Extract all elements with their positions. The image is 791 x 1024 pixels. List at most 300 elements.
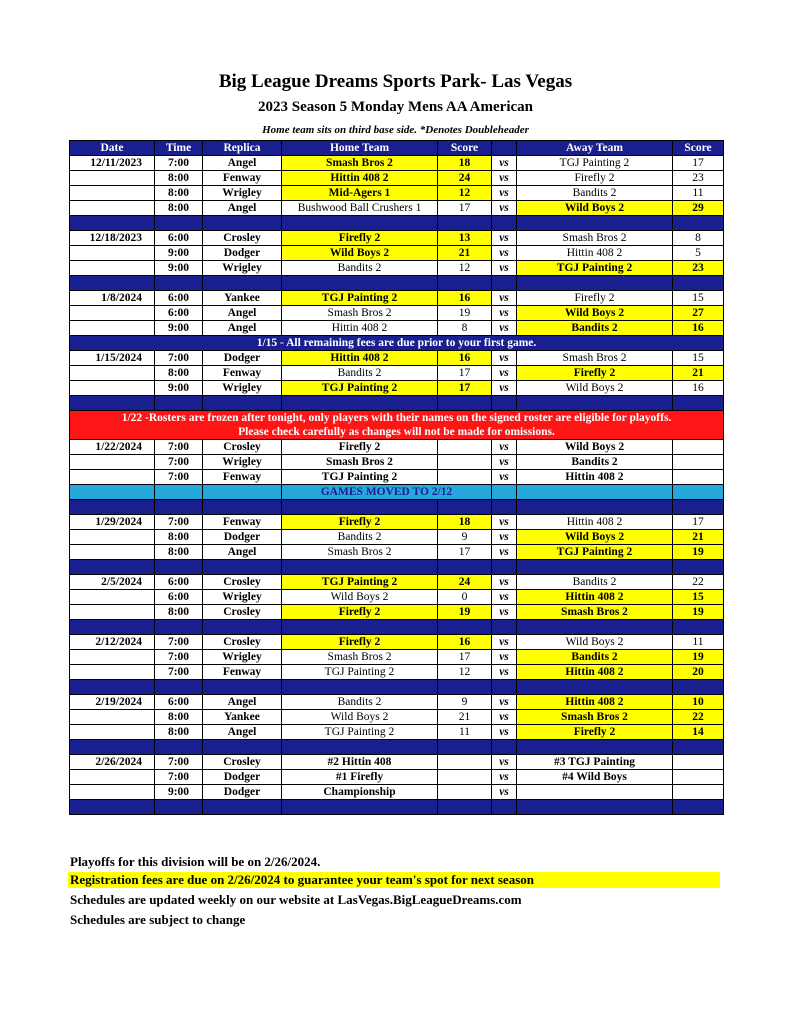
- away-team-cell: #4 Wild Boys: [517, 770, 673, 785]
- games-moved-text: GAMES MOVED TO 2/12: [282, 485, 492, 500]
- game-row: [70, 530, 724, 545]
- vs-cell: vs: [492, 785, 517, 800]
- date-cell: [70, 321, 155, 336]
- away-score-cell: 27: [673, 306, 724, 321]
- home-score-cell: [438, 770, 492, 785]
- time-cell: 7:00: [155, 665, 203, 680]
- home-score-cell: 11: [438, 725, 492, 740]
- separator-cell: [438, 396, 492, 411]
- separator-cell: [155, 740, 203, 755]
- notice-text: 1/15 - All remaining fees are due prior to your first game.: [70, 336, 724, 351]
- game-row: [70, 695, 724, 710]
- separator-row: [70, 500, 724, 515]
- separator-cell: [155, 800, 203, 815]
- home-score-cell: 12: [438, 261, 492, 276]
- home-team-cell: Bushwood Ball Crushers 1: [282, 201, 438, 216]
- separator-cell: [203, 680, 282, 695]
- date-cell: [70, 605, 155, 620]
- date-cell: [70, 201, 155, 216]
- home-score-cell: 19: [438, 306, 492, 321]
- separator-cell: [492, 216, 517, 231]
- game-row: [70, 755, 724, 770]
- home-team-cell: #2 Hittin 408: [282, 755, 438, 770]
- away-team-cell: Firefly 2: [517, 725, 673, 740]
- header-away-score: Score: [673, 141, 724, 156]
- home-team-cell: Championship: [282, 785, 438, 800]
- date-cell: [70, 665, 155, 680]
- time-cell: 7:00: [155, 156, 203, 171]
- home-team-cell: Smash Bros 2: [282, 545, 438, 560]
- vs-cell: vs: [492, 545, 517, 560]
- vs-cell: vs: [492, 725, 517, 740]
- vs-cell: vs: [492, 201, 517, 216]
- away-score-cell: 23: [673, 171, 724, 186]
- away-score-cell: [673, 455, 724, 470]
- separator-cell: [492, 620, 517, 635]
- vs-cell: vs: [492, 515, 517, 530]
- header-date: Date: [70, 141, 155, 156]
- time-cell: 7:00: [155, 515, 203, 530]
- separator-cell: [673, 276, 724, 291]
- away-score-cell: 8: [673, 231, 724, 246]
- away-team-cell: Bandits 2: [517, 321, 673, 336]
- separator-cell: [203, 800, 282, 815]
- replica-cell: Angel: [203, 156, 282, 171]
- separator-cell: [70, 800, 155, 815]
- vs-cell: vs: [492, 156, 517, 171]
- replica-cell: Crosley: [203, 440, 282, 455]
- separator-row: [70, 620, 724, 635]
- separator-cell: [203, 396, 282, 411]
- away-team-cell: TGJ Painting 2: [517, 261, 673, 276]
- replica-cell: Angel: [203, 306, 282, 321]
- away-score-cell: [673, 770, 724, 785]
- home-score-cell: 18: [438, 515, 492, 530]
- blank-cell: [155, 485, 203, 500]
- home-team-cell: Hittin 408 2: [282, 171, 438, 186]
- date-cell: [70, 470, 155, 485]
- home-team-cell: TGJ Painting 2: [282, 725, 438, 740]
- time-cell: 7:00: [155, 635, 203, 650]
- header-replica: Replica: [203, 141, 282, 156]
- away-team-cell: Smash Bros 2: [517, 605, 673, 620]
- vs-cell: vs: [492, 455, 517, 470]
- away-score-cell: 14: [673, 725, 724, 740]
- replica-cell: Fenway: [203, 515, 282, 530]
- separator-cell: [282, 620, 438, 635]
- game-row: [70, 306, 724, 321]
- away-team-cell: Hittin 408 2: [517, 246, 673, 261]
- home-team-cell: TGJ Painting 2: [282, 381, 438, 396]
- game-row: [70, 725, 724, 740]
- game-row: [70, 470, 724, 485]
- away-score-cell: 21: [673, 530, 724, 545]
- home-score-cell: 12: [438, 665, 492, 680]
- time-cell: 9:00: [155, 381, 203, 396]
- home-score-cell: 19: [438, 605, 492, 620]
- away-team-cell: Wild Boys 2: [517, 306, 673, 321]
- home-team-cell: Wild Boys 2: [282, 710, 438, 725]
- away-team-cell: Hittin 408 2: [517, 695, 673, 710]
- separator-cell: [492, 500, 517, 515]
- time-cell: 8:00: [155, 171, 203, 186]
- replica-cell: Crosley: [203, 231, 282, 246]
- vs-cell: vs: [492, 770, 517, 785]
- header-away-team: Away Team: [517, 141, 673, 156]
- vs-cell: vs: [492, 755, 517, 770]
- away-team-cell: Smash Bros 2: [517, 710, 673, 725]
- away-team-cell: TGJ Painting 2: [517, 156, 673, 171]
- home-score-cell: 17: [438, 201, 492, 216]
- vs-cell: vs: [492, 470, 517, 485]
- separator-cell: [492, 560, 517, 575]
- date-cell: [70, 171, 155, 186]
- vs-cell: vs: [492, 291, 517, 306]
- vs-cell: vs: [492, 590, 517, 605]
- time-cell: 9:00: [155, 261, 203, 276]
- home-score-cell: [438, 755, 492, 770]
- table-header-row: [70, 141, 724, 156]
- notice-row: [70, 336, 724, 351]
- separator-cell: [70, 740, 155, 755]
- away-team-cell: Hittin 408 2: [517, 665, 673, 680]
- separator-cell: [438, 620, 492, 635]
- page-title: Big League Dreams Sports Park- Las Vegas: [218, 71, 573, 92]
- home-score-cell: 24: [438, 575, 492, 590]
- vs-cell: vs: [492, 605, 517, 620]
- game-row: [70, 231, 724, 246]
- date-cell: 12/11/2023: [70, 156, 155, 171]
- home-score-cell: 21: [438, 710, 492, 725]
- away-score-cell: 19: [673, 545, 724, 560]
- time-cell: 7:00: [155, 470, 203, 485]
- home-score-cell: 21: [438, 246, 492, 261]
- away-score-cell: 15: [673, 590, 724, 605]
- game-row: [70, 201, 724, 216]
- game-row: [70, 590, 724, 605]
- home-team-cell: TGJ Painting 2: [282, 470, 438, 485]
- separator-cell: [70, 396, 155, 411]
- home-team-cell: TGJ Painting 2: [282, 575, 438, 590]
- separator-cell: [438, 800, 492, 815]
- away-team-cell: Smash Bros 2: [517, 351, 673, 366]
- game-row: [70, 321, 724, 336]
- away-score-cell: 16: [673, 381, 724, 396]
- separator-cell: [282, 560, 438, 575]
- replica-cell: Wrigley: [203, 186, 282, 201]
- game-row: [70, 785, 724, 800]
- date-cell: [70, 590, 155, 605]
- time-cell: 7:00: [155, 650, 203, 665]
- date-cell: [70, 455, 155, 470]
- vs-cell: vs: [492, 710, 517, 725]
- separator-cell: [517, 620, 673, 635]
- game-row: [70, 605, 724, 620]
- date-cell: [70, 710, 155, 725]
- schedule-body: [70, 156, 724, 815]
- notice-line-1: 1/22 -Rosters are frozen after tonight, only players with their names on the signed roster are eligible for playoffs.: [121, 412, 672, 424]
- separator-cell: [155, 680, 203, 695]
- footer-website: Schedules are updated weekly on our website at LasVegas.BigLeagueDreams.com: [70, 892, 522, 907]
- time-cell: 9:00: [155, 785, 203, 800]
- game-row: [70, 261, 724, 276]
- away-score-cell: 15: [673, 291, 724, 306]
- away-score-cell: 17: [673, 156, 724, 171]
- game-row: [70, 186, 724, 201]
- home-team-cell: Smash Bros 2: [282, 650, 438, 665]
- date-cell: 2/26/2024: [70, 755, 155, 770]
- game-row: [70, 171, 724, 186]
- vs-cell: vs: [492, 366, 517, 381]
- date-cell: [70, 306, 155, 321]
- header-note: Home team sits on third base side. *Denotes Doubleheader: [262, 124, 529, 136]
- separator-cell: [673, 620, 724, 635]
- replica-cell: Wrigley: [203, 381, 282, 396]
- blank-cell: [673, 485, 724, 500]
- game-row: [70, 351, 724, 366]
- date-cell: 2/12/2024: [70, 635, 155, 650]
- separator-cell: [492, 276, 517, 291]
- game-row: [70, 156, 724, 171]
- away-team-cell: Wild Boys 2: [517, 381, 673, 396]
- date-cell: [70, 246, 155, 261]
- footer-playoffs: Playoffs for this division will be on 2/26/2024.: [70, 854, 321, 869]
- away-team-cell: Wild Boys 2: [517, 201, 673, 216]
- away-score-cell: 16: [673, 321, 724, 336]
- game-row: [70, 710, 724, 725]
- time-cell: 7:00: [155, 440, 203, 455]
- time-cell: 8:00: [155, 545, 203, 560]
- separator-cell: [517, 740, 673, 755]
- away-team-cell: TGJ Painting 2: [517, 545, 673, 560]
- replica-cell: Crosley: [203, 755, 282, 770]
- home-team-cell: Wild Boys 2: [282, 590, 438, 605]
- home-score-cell: 12: [438, 186, 492, 201]
- home-team-cell: Bandits 2: [282, 530, 438, 545]
- date-cell: 12/18/2023: [70, 231, 155, 246]
- separator-cell: [517, 560, 673, 575]
- separator-cell: [155, 396, 203, 411]
- away-score-cell: [673, 470, 724, 485]
- vs-cell: vs: [492, 650, 517, 665]
- home-team-cell: TGJ Painting 2: [282, 291, 438, 306]
- blank-cell: [203, 485, 282, 500]
- date-cell: [70, 785, 155, 800]
- away-score-cell: [673, 440, 724, 455]
- separator-cell: [438, 560, 492, 575]
- away-team-cell: Hittin 408 2: [517, 515, 673, 530]
- time-cell: 8:00: [155, 186, 203, 201]
- away-score-cell: 22: [673, 575, 724, 590]
- home-team-cell: Smash Bros 2: [282, 306, 438, 321]
- time-cell: 6:00: [155, 231, 203, 246]
- home-score-cell: [438, 440, 492, 455]
- replica-cell: Crosley: [203, 635, 282, 650]
- separator-cell: [203, 276, 282, 291]
- vs-cell: vs: [492, 381, 517, 396]
- replica-cell: Angel: [203, 545, 282, 560]
- separator-cell: [438, 276, 492, 291]
- replica-cell: Wrigley: [203, 455, 282, 470]
- separator-cell: [438, 500, 492, 515]
- separator-cell: [517, 680, 673, 695]
- replica-cell: Dodger: [203, 530, 282, 545]
- game-row: [70, 366, 724, 381]
- vs-cell: vs: [492, 695, 517, 710]
- date-cell: 2/5/2024: [70, 575, 155, 590]
- date-cell: [70, 366, 155, 381]
- separator-cell: [438, 740, 492, 755]
- replica-cell: Yankee: [203, 291, 282, 306]
- home-score-cell: 8: [438, 321, 492, 336]
- separator-cell: [155, 560, 203, 575]
- separator-cell: [492, 396, 517, 411]
- away-score-cell: 19: [673, 605, 724, 620]
- replica-cell: Dodger: [203, 770, 282, 785]
- separator-cell: [517, 500, 673, 515]
- game-row: [70, 515, 724, 530]
- header-home-score: Score: [438, 141, 492, 156]
- away-team-cell: Smash Bros 2: [517, 231, 673, 246]
- date-cell: [70, 530, 155, 545]
- separator-cell: [673, 680, 724, 695]
- separator-cell: [70, 680, 155, 695]
- separator-cell: [203, 500, 282, 515]
- time-cell: 8:00: [155, 725, 203, 740]
- game-row: [70, 455, 724, 470]
- away-score-cell: 29: [673, 201, 724, 216]
- replica-cell: Angel: [203, 725, 282, 740]
- separator-cell: [492, 800, 517, 815]
- away-score-cell: [673, 785, 724, 800]
- separator-cell: [203, 216, 282, 231]
- away-team-cell: #3 TGJ Painting: [517, 755, 673, 770]
- date-cell: 1/29/2024: [70, 515, 155, 530]
- separator-cell: [673, 740, 724, 755]
- date-cell: 1/22/2024: [70, 440, 155, 455]
- time-cell: 8:00: [155, 710, 203, 725]
- home-score-cell: 17: [438, 650, 492, 665]
- footer-registration: Registration fees are due on 2/26/2024 to guarantee your team's spot for next season: [68, 872, 720, 888]
- time-cell: 8:00: [155, 605, 203, 620]
- separator-cell: [155, 500, 203, 515]
- separator-cell: [517, 216, 673, 231]
- schedule-table: [69, 140, 724, 815]
- time-cell: 8:00: [155, 530, 203, 545]
- replica-cell: Angel: [203, 321, 282, 336]
- separator-row: [70, 396, 724, 411]
- home-team-cell: Firefly 2: [282, 635, 438, 650]
- footer-change: Schedules are subject to change: [70, 912, 246, 927]
- blank-cell: [70, 485, 155, 500]
- away-team-cell: Bandits 2: [517, 650, 673, 665]
- time-cell: 6:00: [155, 590, 203, 605]
- separator-cell: [438, 680, 492, 695]
- away-team-cell: Firefly 2: [517, 366, 673, 381]
- home-score-cell: 13: [438, 231, 492, 246]
- away-score-cell: 21: [673, 366, 724, 381]
- time-cell: 6:00: [155, 291, 203, 306]
- roster-freeze-notice: [70, 411, 724, 440]
- notice-line-2: Please check carefully as changes will not be made for omissions.: [238, 426, 555, 438]
- away-team-cell: Wild Boys 2: [517, 440, 673, 455]
- date-cell: [70, 650, 155, 665]
- date-cell: 2/19/2024: [70, 695, 155, 710]
- separator-cell: [155, 276, 203, 291]
- away-team-cell: Bandits 2: [517, 575, 673, 590]
- away-score-cell: 20: [673, 665, 724, 680]
- replica-cell: Wrigley: [203, 590, 282, 605]
- replica-cell: Yankee: [203, 710, 282, 725]
- vs-cell: vs: [492, 665, 517, 680]
- time-cell: 9:00: [155, 321, 203, 336]
- separator-row: [70, 560, 724, 575]
- home-team-cell: Bandits 2: [282, 695, 438, 710]
- game-row: [70, 545, 724, 560]
- vs-cell: vs: [492, 231, 517, 246]
- away-team-cell: Wild Boys 2: [517, 530, 673, 545]
- away-team-cell: [517, 785, 673, 800]
- replica-cell: Dodger: [203, 785, 282, 800]
- home-team-cell: Smash Bros 2: [282, 455, 438, 470]
- home-team-cell: Firefly 2: [282, 440, 438, 455]
- home-team-cell: #1 Firefly: [282, 770, 438, 785]
- replica-cell: Crosley: [203, 605, 282, 620]
- replica-cell: Angel: [203, 695, 282, 710]
- home-team-cell: Firefly 2: [282, 231, 438, 246]
- vs-cell: vs: [492, 306, 517, 321]
- date-cell: [70, 381, 155, 396]
- game-row: [70, 770, 724, 785]
- home-score-cell: [438, 455, 492, 470]
- home-score-cell: 16: [438, 291, 492, 306]
- date-cell: [70, 186, 155, 201]
- blank-cell: [492, 485, 517, 500]
- away-team-cell: Firefly 2: [517, 291, 673, 306]
- home-team-cell: Hittin 408 2: [282, 351, 438, 366]
- home-score-cell: 16: [438, 351, 492, 366]
- home-score-cell: [438, 470, 492, 485]
- date-cell: [70, 261, 155, 276]
- away-score-cell: 19: [673, 650, 724, 665]
- game-row: [70, 381, 724, 396]
- separator-cell: [70, 560, 155, 575]
- time-cell: 7:00: [155, 455, 203, 470]
- home-score-cell: 17: [438, 545, 492, 560]
- game-row: [70, 635, 724, 650]
- replica-cell: Crosley: [203, 575, 282, 590]
- time-cell: 6:00: [155, 575, 203, 590]
- home-score-cell: 9: [438, 695, 492, 710]
- home-team-cell: Mid-Agers 1: [282, 186, 438, 201]
- vs-cell: vs: [492, 635, 517, 650]
- away-score-cell: 22: [673, 710, 724, 725]
- away-team-cell: Bandits 2: [517, 186, 673, 201]
- games-moved-row: [70, 485, 724, 500]
- replica-cell: Fenway: [203, 366, 282, 381]
- separator-cell: [70, 500, 155, 515]
- replica-cell: Fenway: [203, 665, 282, 680]
- separator-cell: [673, 500, 724, 515]
- time-cell: 7:00: [155, 755, 203, 770]
- replica-cell: Fenway: [203, 171, 282, 186]
- vs-cell: vs: [492, 186, 517, 201]
- page-subtitle: 2023 Season 5 Monday Mens AA American: [257, 99, 533, 115]
- separator-cell: [673, 800, 724, 815]
- home-score-cell: 17: [438, 381, 492, 396]
- separator-cell: [492, 740, 517, 755]
- separator-cell: [492, 680, 517, 695]
